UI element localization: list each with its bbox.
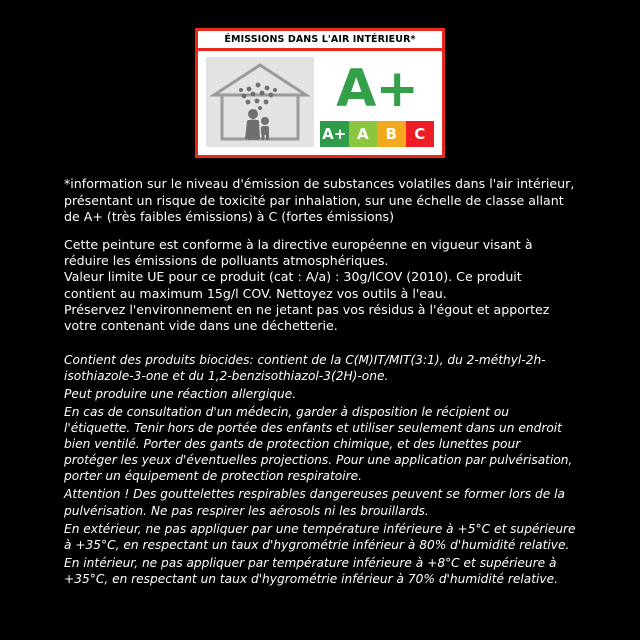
- scale-cell-c: C: [406, 121, 435, 147]
- safety-notices: [64, 352, 576, 587]
- notice-biocides: Contient des produits biocides: contient de la C(M)IT/MIT(3:1), du 2-méthyl-2h-isothiazole-3-one et du 1,2-benzisothiazol-3(2H)-one.: [64, 352, 546, 383]
- notice-outdoor: En extérieur, ne pas appliquer par une température inférieure à +5°C et supérieure à +35°C, en respectant un taux d'hygrométrie inférieur à 80% d'humidité relative.: [64, 521, 576, 552]
- grade-value: A+: [336, 59, 418, 120]
- grade-scale: [320, 121, 434, 147]
- notice-droplets: Attention ! Des gouttelettes respirables dangereuses peuvent se former lors de la pulvérisation. Ne pas respirer les aérosols ni les brouillards.: [64, 487, 565, 518]
- scale-cell-aplus: A+: [320, 121, 349, 147]
- notice-medical: En cas de consultation d'un médecin, garder à disposition le récipient ou l'étiquette. Tenir hors de portée des enfants et utiliser seulement dans un endroit bien ventilé. Porter des gants de protection chimique, et des lunettes pour protéger les yeux d'éventuelles projections. Pour une application par pulvérisation, porter un équipement de protection respiratoire.: [64, 404, 573, 484]
- notice-indoor: En intérieur, ne pas appliquer par température inférieure à +8°C et supérieure à +35°C, en respectant un taux d'hygrométrie inférieur à 70% d'humidité relative.: [64, 555, 558, 586]
- paragraph-directive: Cette peinture est conforme à la directive européenne en vigueur visant à réduire les émissions de polluants atmosphériques.: [64, 236, 533, 268]
- emission-label-body: [198, 51, 442, 155]
- scale-cell-b: B: [377, 121, 406, 147]
- paragraph-voc-limit: Valeur limite UE pour ce produit (cat : A/a) : 30g/lCOV (2010). Ce produit contient au maximum 15g/l COV. Nettoyez vos outils à l'eau.: [64, 269, 522, 301]
- emission-label-container: [0, 0, 640, 158]
- scale-cell-a: A: [349, 121, 378, 147]
- emission-label: [195, 28, 445, 158]
- paragraph-environment: Préservez l'environnement en ne jetant pas vos résidus à l'égout et apportez votre contenant vide dans une déchetterie.: [64, 301, 550, 334]
- notice-allergic: Peut produire une réaction allergique.: [64, 386, 297, 401]
- house-with-family-icon: [206, 57, 314, 147]
- footnote-text: *information sur le niveau d'émission de substances volatiles dans l'air intérieur, présentant un risque de toxicité par inhalation, sur une échelle de classe allant de A+ (très faibles émissions) à C (fortes émissions): [64, 176, 575, 225]
- document-text: [0, 158, 640, 587]
- emission-label-title: ÉMISSIONS DANS L'AIR INTÉRIEUR*: [198, 31, 442, 51]
- grade-panel: [320, 57, 434, 147]
